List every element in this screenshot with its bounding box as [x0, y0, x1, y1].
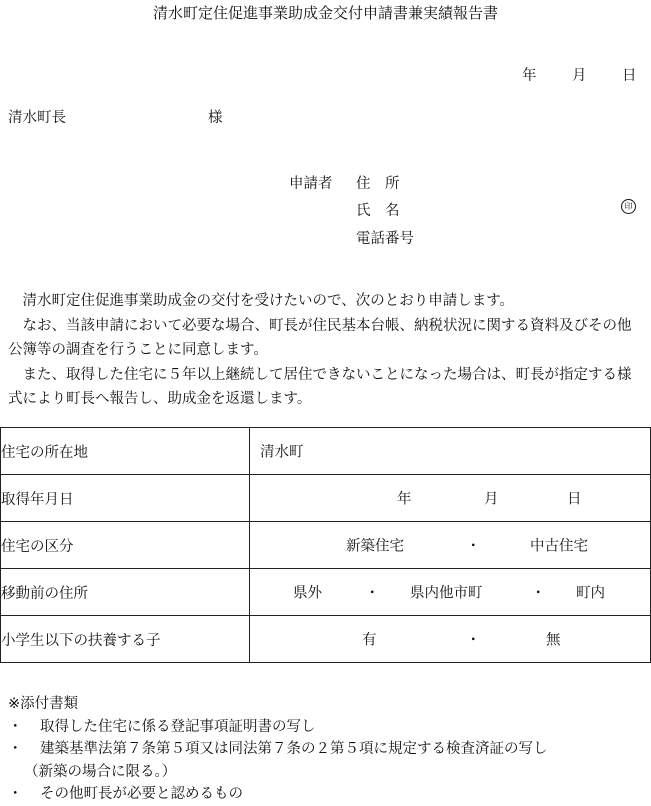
form-title: 清水町定住促進事業助成金交付申請書兼実績報告書: [152, 4, 498, 22]
cell-value: 新築住宅: [346, 538, 404, 555]
row-label: 住宅の所在地: [1, 428, 250, 475]
cell-value: 中古住宅: [530, 538, 588, 555]
phone-label: 電話番号: [356, 231, 414, 247]
cell-value: 清水町: [260, 444, 304, 461]
cell-value: ・: [365, 585, 380, 602]
list-item: [8, 716, 548, 739]
cell-value: ・: [466, 538, 481, 555]
list-item: [8, 738, 548, 761]
row-label: 取得年月日: [1, 475, 250, 522]
declaration-paragraph: また、取得した住宅に５年以上継続して居住できないことになった場合は、町長が指定する様式により町長へ報告し、助成金を返還します。: [8, 366, 632, 407]
cell-value: 日: [567, 491, 582, 508]
table-row: [1, 428, 651, 475]
attachments-section: [8, 693, 548, 806]
table-row: [1, 522, 651, 569]
seal-mark-icon: 印: [621, 199, 636, 214]
bullet: ・: [8, 786, 23, 802]
name-label: 氏 名: [356, 203, 400, 219]
table-row: [1, 475, 651, 522]
row-label: 移動前の住所: [1, 569, 250, 616]
attachments-heading: ※添付書類: [8, 696, 79, 712]
attachment-text: 取得した住宅に係る登記事項証明書の写し: [40, 718, 316, 735]
cell-value: 年: [397, 491, 412, 508]
declaration-paragraph: 清水町定住促進事業助成金の交付を受けたいので、次のとおり申請します。: [22, 293, 515, 309]
cell-value: 月: [484, 491, 499, 508]
declaration-paragraph: なお、当該申請において必要な場合、町長が住民基本台帳、納税状況に関する資料及びその他公簿等の調査を行うことに同意します。: [8, 317, 632, 358]
application-table: [0, 427, 651, 663]
table-row: [1, 569, 651, 616]
date-day: 日: [622, 68, 637, 84]
cell-value: 県外: [293, 585, 322, 602]
list-item: [8, 783, 548, 806]
acquisition-date-field[interactable]: [250, 475, 651, 522]
housing-type-choice[interactable]: [250, 522, 651, 569]
cell-value: ・: [531, 585, 546, 602]
addressee-honorific: 様: [208, 110, 223, 126]
cell-value: 町内: [576, 585, 605, 602]
date-year: 年: [522, 68, 537, 84]
attachment-text: 建築基準法第７条第５項又は同法第７条の２第５項に規定する検査済証の写し: [40, 741, 548, 757]
date-month: 月: [572, 68, 587, 84]
cell-value: 無: [546, 632, 561, 649]
addressee-name: 清水町長: [8, 110, 66, 126]
location-field[interactable]: [250, 428, 651, 475]
previous-address-choice[interactable]: [250, 569, 651, 616]
row-label: 住宅の区分: [1, 522, 250, 569]
bullet: ・: [8, 741, 23, 757]
attachment-note: （新築の場合に限る。）: [24, 763, 177, 780]
cell-value: 県内他市町: [410, 585, 483, 602]
cell-value: ・: [466, 632, 481, 649]
declaration-text: [8, 289, 638, 412]
applicant-label: 申請者: [289, 176, 333, 192]
table-row: [1, 616, 651, 663]
bullet: ・: [8, 718, 23, 735]
attachment-text: その他町長が必要と認めるもの: [40, 786, 243, 802]
address-label: 住 所: [356, 176, 400, 192]
dependent-children-choice[interactable]: [250, 616, 651, 663]
row-label: 小学生以下の扶養する子: [1, 616, 250, 663]
cell-value: 有: [362, 632, 377, 649]
